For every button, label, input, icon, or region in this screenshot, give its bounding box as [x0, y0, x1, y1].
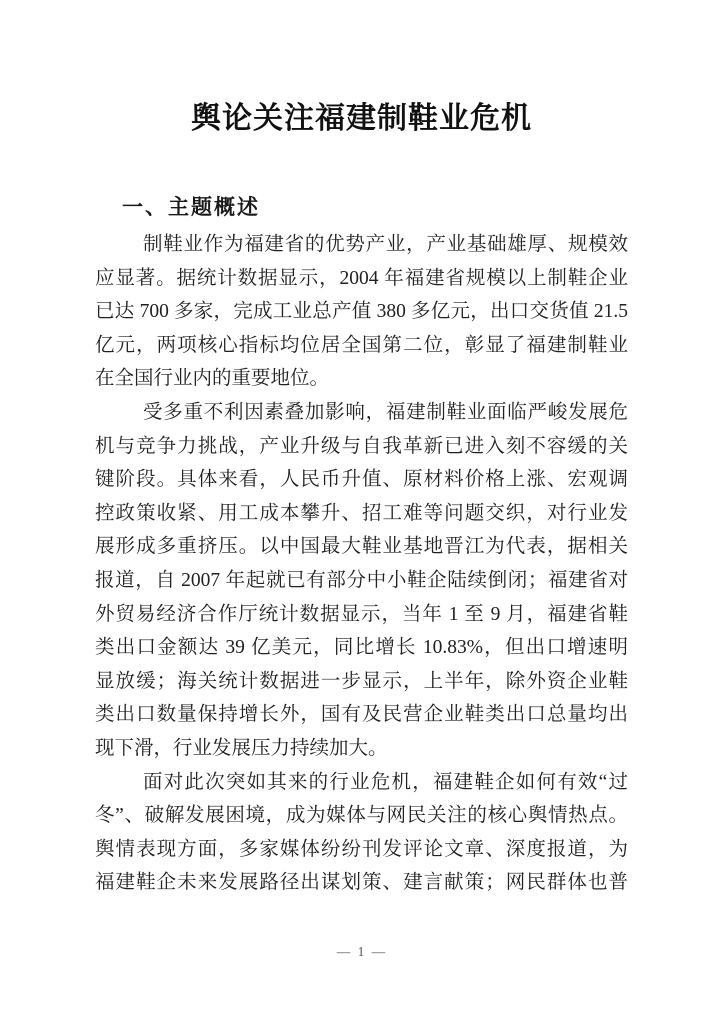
section-heading: 一、主题概述 [122, 196, 260, 219]
text-line: 应显著。据统计数据显示，2004 年福建省规模以上制鞋企业 [95, 267, 628, 289]
text-line: 已达 700 多家，完成工业总产值 380 多亿元，出口交货值 21.5 [95, 301, 628, 323]
document-content [95, 0, 628, 900]
text-line: 报道，自 2007 年起就已有部分中小鞋企陆续倒闭；福建省对 [95, 569, 628, 591]
text-line: 面对此次突如其来的行业危机，福建鞋企如何有效“过 [143, 771, 628, 793]
text-line: 制鞋业作为福建省的优势产业，产业基础雄厚、规模效 [143, 234, 628, 255]
text-line: 舆情表现方面，多家媒体纷纷刊发评论文章、深度报道，为 [95, 838, 628, 860]
paragraph-crisis [95, 396, 628, 766]
text-line: 亿元，两项核心指标均位居全国第二位，彰显了福建制鞋业 [95, 334, 628, 356]
text-line: 控政策收紧、用工成本攀升、招工难等问题交织，对行业发 [95, 502, 628, 524]
paragraph-overview [95, 228, 628, 396]
text-line: 类出口数量保持增长外，国有及民营企业鞋类出口总量均出 [95, 704, 628, 726]
document-title: 舆论关注福建制鞋业危机 [191, 102, 532, 135]
text-line: 受多重不利因素叠加影响，福建制鞋业面临严峻发展危 [143, 401, 628, 423]
text-line: 展形成多重挤压。以中国最大鞋业基地晋江为代表，据相关 [95, 536, 628, 558]
text-line: 在全国行业内的重要地位。 [95, 368, 330, 390]
document-body [95, 228, 628, 900]
page-number: — 1 — [336, 944, 388, 959]
text-line: 键阶段。具体来看，人民币升值、原材料价格上涨、宏观调 [95, 469, 628, 491]
text-line: 机与竞争力挑战，产业升级与自我革新已进入刻不容缓的关 [95, 435, 628, 457]
paragraph-public-opinion [95, 766, 628, 900]
text-line: 现下滑，行业发展压力持续加大。 [95, 737, 388, 759]
text-line: 福建鞋企未来发展路径出谋划策、建言献策；网民群体也普 [95, 872, 628, 894]
text-line: 冬”、破解发展困境，成为媒体与网民关注的核心舆情热点。 [95, 805, 628, 827]
text-line: 外贸易经济合作厅统计数据显示，当年 1 至 9 月，福建省鞋 [95, 603, 628, 625]
text-line: 类出口金额达 39 亿美元，同比增长 10.83%，但出口增速明 [95, 637, 628, 659]
text-line: 显放缓；海关统计数据进一步显示，上半年，除外资企业鞋 [95, 670, 628, 692]
